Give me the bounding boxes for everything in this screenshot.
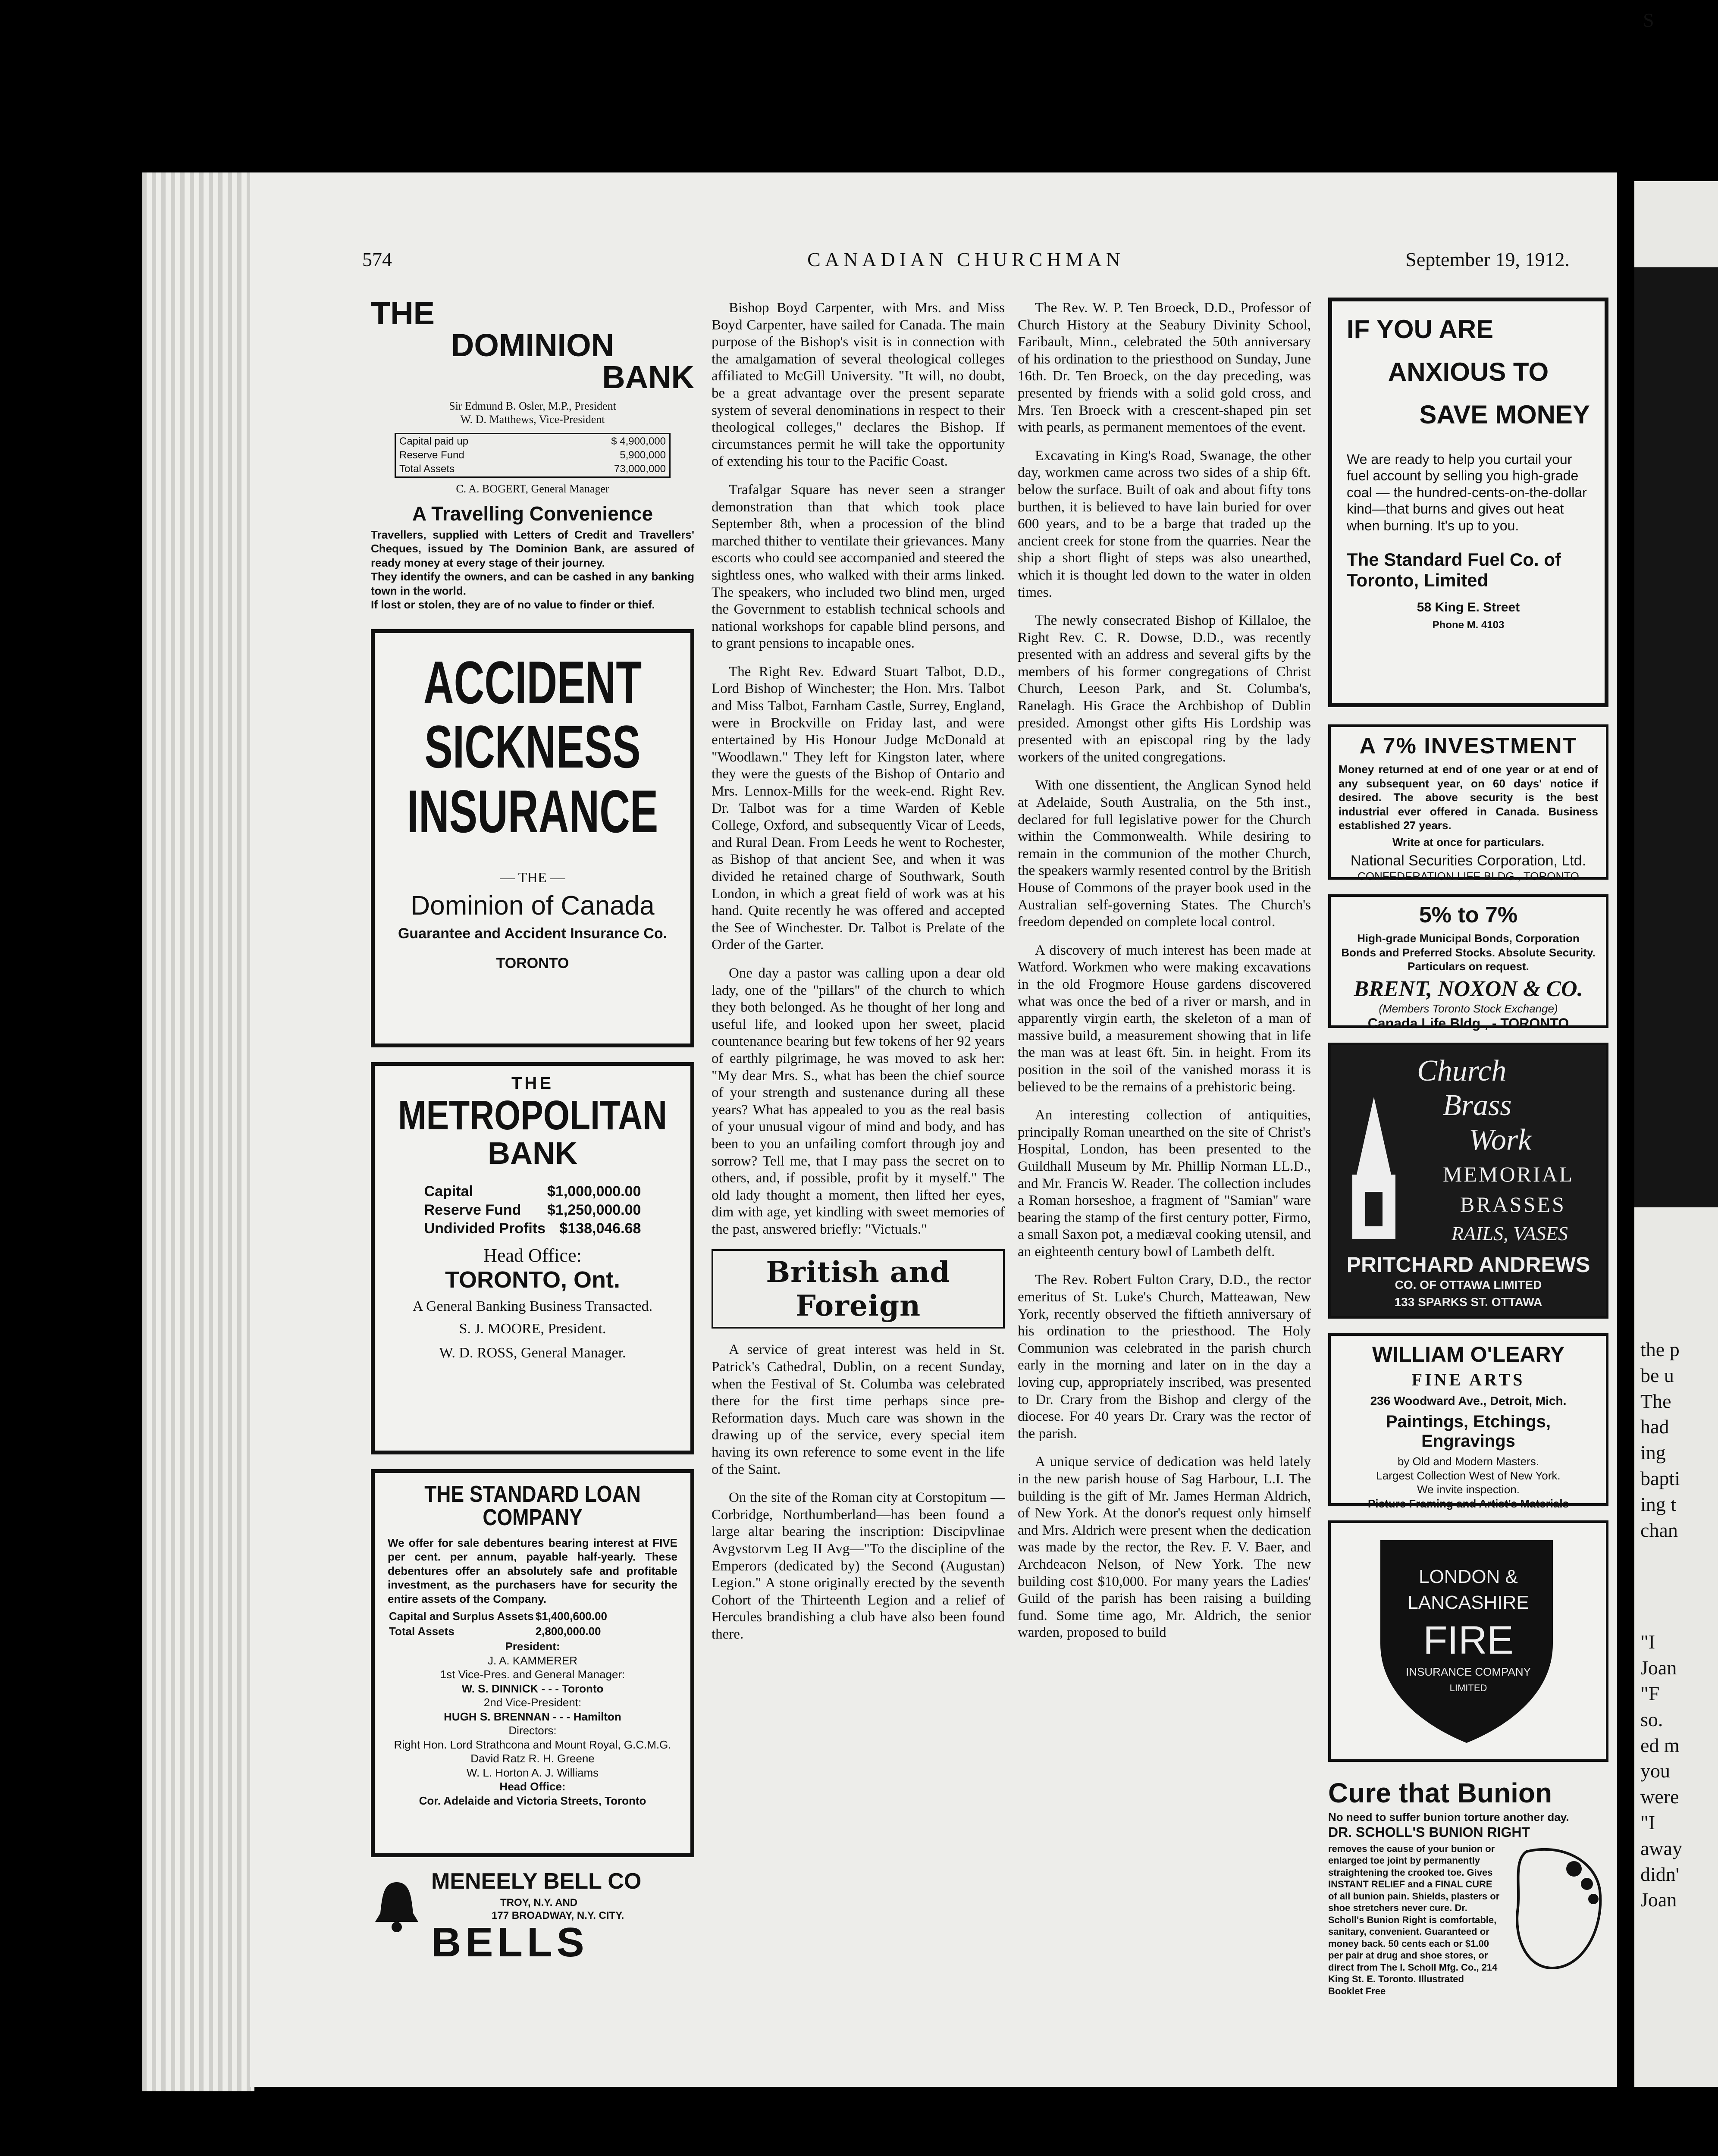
table-row: Reserve Fund $1,250,000.00 bbox=[424, 1201, 641, 1218]
church-spire-icon bbox=[1339, 1097, 1408, 1244]
facing-line: "F bbox=[1640, 1682, 1660, 1705]
facing-page-dark-ad bbox=[1634, 267, 1718, 1207]
bonds-rate: 5% to 7% bbox=[1419, 903, 1518, 928]
facing-page-text bbox=[1634, 1337, 1682, 1913]
bonds-ad bbox=[1328, 894, 1608, 1031]
fuel-line-2: ANXIOUS TO bbox=[1388, 357, 1549, 386]
brass-line-3: Work bbox=[1469, 1123, 1532, 1156]
facing-page-strip bbox=[1634, 9, 1718, 2087]
fire-insurance-ad bbox=[1328, 1520, 1608, 1762]
bunion-ad bbox=[1328, 1777, 1608, 1996]
fuel-phone: Phone M. 4103 bbox=[1432, 619, 1505, 631]
investment-address: CONFEDERATION LIFE BLDG., TORONTO bbox=[1357, 870, 1579, 883]
bunion-title: Cure that Bunion bbox=[1328, 1777, 1552, 1808]
oleary-by: by Old and Modern Masters. bbox=[1397, 1455, 1539, 1468]
facing-line: bapti bbox=[1640, 1467, 1680, 1489]
article-paragraph: One day a pastor was calling upon a dear old lady, one of the "pillars" of the church to which they both belonged. As he thought of her long and useful life, and looked upon her sweet, placid countenance bearing but few tokens of her 92 years of earthly pilgrimage, he was moved to ask her: "My dear Mrs. S., what has been the chief source of your strength and sustenance during all these years? What has appealed to you as the real basis of your unusual vigour of mind and body, and has been to you an unfailing comfort through joy and sorrow? Tell me, that I may pass the secret on to others, and, if possible, profit by it myself." The old lady thought a moment, then lifted her eyes, dim with age, yet kindling with sweet memories of the past, answered briefly: "Victuals." bbox=[712, 965, 1005, 1237]
article-paragraph: The Rev. W. P. Ten Broeck, D.D., Professor of Church History at the Seabury Divinity School, Faribault, Minn., celebrated the 50th anniversary of his ordination to the priesthood on Sunday, June 16th. Dr. Ten Broeck, on the day preceding, was presented by friends with a solid gold cross, and Mrs. Ten Broeck with a crescent-shaped pin set with pearls, as permanent mementoes of the event. bbox=[1018, 300, 1311, 436]
insurance-city: TORONTO bbox=[496, 955, 569, 971]
metropolitan-head-office-label: Head Office: bbox=[483, 1244, 582, 1266]
newspaper-page bbox=[250, 172, 1617, 2087]
standard-loan-office: Cor. Adelaide and Victoria Streets, Toronto bbox=[419, 1794, 646, 1807]
facing-line: chan bbox=[1640, 1519, 1678, 1541]
article-paragraph: The Rev. Robert Fulton Crary, D.D., the rector emeritus of St. Luke's Church, Matteawan, New York, recently observed the fiftieth anniversary of his ordination to the priesthood. The Holy Communion was celebrated in the parish church early in the morning and later on in the day a loving cup, appropriately inscribed, was presented to Dr. Crary from the Bishop and clergy of the diocese. For 40 years Dr. Crary was the rector of the parish. bbox=[1018, 1272, 1311, 1442]
oleary-subtitle: FINE ARTS bbox=[1411, 1370, 1525, 1389]
article-paragraph: The Right Rev. Edward Stuart Talbot, D.D., Lord Bishop of Winchester; the Hon. Mrs. Talbot and Miss Talbot, Farnham Castle, Surrey, England, were in Brockville on Friday last, and were entertained by His Honour Judge McDonald at "Woodlawn." They left for Kingston later, where they were the guests of the Bishop of Ontario and Mrs. Lennox-Mills for the week-end. Right Rev. Dr. Talbot was for a time Warden of Keble College, Oxford, and subsequently Vicar of Leeds, and Rural Dean. From Leeds he went to Rochester, as Bishop of that ancient See, and when it was divided he retained charge of Southwark, South London, in which a great field of work was at his hand. Quite recently he was offered and accepted the See of Winchester. Dr. Talbot is Prelate of the Order of the Garter. bbox=[712, 664, 1005, 953]
investment-title: A 7% INVESTMENT bbox=[1359, 733, 1577, 758]
facing-line: so. bbox=[1640, 1708, 1663, 1730]
meneely-name: MENEELY BELL CO bbox=[431, 1868, 642, 1894]
fuel-line-1: IF YOU ARE bbox=[1347, 315, 1494, 344]
facing-line: you bbox=[1640, 1760, 1670, 1782]
brass-company-2: CO. OF OTTAWA LIMITED bbox=[1395, 1278, 1542, 1291]
facing-line: ed m bbox=[1640, 1734, 1680, 1756]
fuel-line-3: SAVE MONEY bbox=[1419, 400, 1590, 429]
metropolitan-bank-word: BANK bbox=[488, 1136, 577, 1171]
brass-line-2: Brass bbox=[1443, 1089, 1512, 1122]
standard-loan-title: THE STANDARD LOAN COMPANY bbox=[424, 1481, 641, 1530]
facing-line: "I bbox=[1640, 1631, 1655, 1653]
investment-company: National Securities Corporation, Ltd. bbox=[1350, 852, 1586, 869]
brass-line-5: BRASSES bbox=[1460, 1192, 1566, 1216]
book-page-edges bbox=[142, 172, 254, 2091]
oleary-largest: Largest Collection West of New York. bbox=[1376, 1469, 1561, 1482]
table-row: Total Assets 73,000,000 bbox=[399, 463, 666, 475]
fire-line-2: LANCASHIRE bbox=[1408, 1592, 1529, 1613]
dominion-body: Travellers, supplied with Letters of Credit and Travellers' Cheques, issued by The Dominion Bank, are assured of ready money at every stage of their journey. bbox=[371, 528, 694, 569]
metropolitan-financials-table bbox=[423, 1182, 643, 1238]
dominion-manager: C. A. BOGERT, General Manager bbox=[456, 483, 609, 495]
standard-loan-president: J. A. KAMMERER bbox=[487, 1654, 578, 1667]
table-row: Capital $1,000,000.00 bbox=[424, 1183, 641, 1200]
table-row: Reserve Fund 5,900,000 bbox=[399, 449, 666, 461]
dominion-title-2: DOMINION bbox=[451, 327, 614, 363]
facing-line: away bbox=[1640, 1837, 1683, 1859]
article-paragraph: Excavating in King's Road, Swanage, the other day, workmen came across two sides of a ship 6ft. below the surface. Built of oak and about fifty tons burthen, it is believed to have lain buried for over 600 years, and to be a barge that traded up the ancient creek for stone from the quarries. Near the ship a short flight of steps was also unearthed, which it is thought led down to the water in olden times. bbox=[1018, 448, 1311, 600]
article-paragraph: An interesting collection of antiquities, principally Roman unearthed on the site of Christ's Hospital, London, has been presented to the Guildhall Museum by Mr. Phillip Norman LL.D., and Mr. Francis W. Reader. The collection includes a Roman horseshoe, a fragment of "Samian" ware bearing the stamp of the first century potter, Firmo, a small Saxon pot, a mediæval cooking utensil, and an eighteenth century bowl of Lambeth delft. bbox=[1018, 1107, 1311, 1260]
fire-line-5: LIMITED bbox=[1449, 1683, 1487, 1693]
article-paragraph: Trafalgar Square has never seen a stranger demonstration than that which took place September 8th, when a procession of the blind marched thither to ventilate their grievances. Many escorts who could see accompanied and steered the sightless ones, who walked with their arms linked. The speakers, who included two blind men, urged the Government to establish technical schools and national workshops for capable blind persons, and to grant pensions to incapable ones. bbox=[712, 482, 1005, 652]
metropolitan-manager: W. D. ROSS, General Manager. bbox=[439, 1344, 626, 1361]
meneely-address-2: 177 BROADWAY, N.Y. CITY. bbox=[492, 1909, 624, 1921]
facing-line: the p bbox=[1640, 1338, 1680, 1360]
dominion-title-3: BANK bbox=[602, 359, 694, 395]
insurance-line-3: INSURANCE bbox=[407, 777, 658, 846]
investment-body: Money returned at end of one year or at end of any subsequent year, on 60 days' notice if desired. The above security is the best industrial ever offered in Canada. Business established 27 years. bbox=[1339, 763, 1598, 832]
dominion-bank-ad bbox=[371, 295, 694, 612]
metropolitan-head-office: TORONTO, Ont. bbox=[445, 1266, 620, 1293]
right-ad-column bbox=[1328, 298, 1608, 1996]
insurance-company: Dominion of Canada bbox=[411, 890, 655, 921]
oleary-framing: Picture Framing and Artist's Materials bbox=[1367, 1497, 1569, 1510]
section-heading-box bbox=[712, 1249, 1005, 1329]
facing-line: The bbox=[1640, 1390, 1671, 1412]
facing-line: Joan bbox=[1640, 1657, 1677, 1679]
foot-icon bbox=[1509, 1843, 1608, 1972]
bunion-line-2: DR. SCHOLL'S BUNION RIGHT bbox=[1328, 1824, 1530, 1840]
dominion-headline: A Travelling Convenience bbox=[412, 502, 653, 525]
facing-line: ing t bbox=[1640, 1493, 1677, 1515]
table-row: Capital and Surplus Assets $1,400,600.00 bbox=[389, 1610, 607, 1623]
meneely-address-1: TROY, N.Y. AND bbox=[500, 1896, 578, 1908]
brass-line-4: MEMORIAL bbox=[1443, 1162, 1574, 1186]
section-title: British and Foreign bbox=[766, 1255, 950, 1323]
standard-loan-office-label: Head Office: bbox=[499, 1780, 566, 1793]
standard-loan-directors-label: Directors: bbox=[508, 1724, 557, 1737]
oleary-address: 236 Woodward Ave., Detroit, Mich. bbox=[1370, 1394, 1567, 1407]
metropolitan-the: THE bbox=[511, 1073, 554, 1093]
insurance-ad bbox=[371, 629, 694, 1047]
fuel-address: 58 King E. Street bbox=[1417, 600, 1520, 614]
article-column-2 bbox=[712, 300, 1005, 1655]
issue-date: September 19, 1912. bbox=[1405, 248, 1570, 270]
standard-loan-body: We offer for sale debentures bearing interest at FIVE per cent. per annum, payable half-yearly. These debentures offer an absolutely safe and profitable investment, as the purchasers have for security the entire assets of the Company. bbox=[388, 1536, 677, 1605]
dominion-body-3: If lost or stolen, they are of no value to finder or thief. bbox=[371, 598, 655, 611]
dominion-financials-table bbox=[395, 433, 671, 478]
bunion-line-1: No need to suffer bunion torture another day. bbox=[1328, 1811, 1569, 1824]
metropolitan-president: S. J. MOORE, President. bbox=[459, 1320, 606, 1337]
fire-line-3: FIRE bbox=[1423, 1618, 1514, 1662]
bonds-company: BRENT, NOXON & CO. bbox=[1354, 976, 1583, 1001]
brass-company: PRITCHARD ANDREWS bbox=[1346, 1253, 1590, 1277]
meneely-bells: BELLS bbox=[431, 1919, 589, 1965]
bonds-address: Canada Life Bldg., - TORONTO bbox=[1367, 1015, 1569, 1031]
standard-loan-vp1: W. S. DINNICK - - - Toronto bbox=[461, 1682, 604, 1695]
article-paragraph: The newly consecrated Bishop of Killaloe, the Right Rev. C. R. Dowse, D.D., was recently presented with an address and several gifts by the members of his former congregations of Christ Church, Leeson Park, and St. Columba's, Ranelagh. His Grace the Archbishop of Dublin presided. Amongst other gifts His Lordship was presented with an episcopal ring by the lady workers of the united congregations. bbox=[1018, 613, 1311, 765]
insurance-company-full: Guarantee and Accident Insurance Co. bbox=[398, 925, 668, 942]
table-row: Total Assets 2,800,000.00 bbox=[389, 1625, 601, 1638]
investment-ad bbox=[1328, 724, 1608, 883]
standard-loan-vp2: HUGH S. BRENNAN - - - Hamilton bbox=[444, 1710, 621, 1723]
bonds-member: (Members Toronto Stock Exchange) bbox=[1379, 1002, 1558, 1015]
standard-loan-vp1-label: 1st Vice-Pres. and General Manager: bbox=[440, 1668, 625, 1681]
metropolitan-business: A General Banking Business Transacted. bbox=[412, 1298, 653, 1314]
standard-fuel-ad bbox=[1328, 298, 1608, 707]
insurance-the: — THE — bbox=[500, 869, 565, 886]
publication-title: CANADIAN CHURCHMAN bbox=[807, 248, 1125, 270]
insurance-line-2: SICKNESS bbox=[424, 713, 641, 781]
church-brass-ad bbox=[1328, 1043, 1608, 1319]
standard-loan-directors-2: David Ratz R. H. Greene bbox=[470, 1752, 595, 1765]
standard-loan-vp2-label: 2nd Vice-President: bbox=[483, 1696, 582, 1709]
dominion-president: Sir Edmund B. Osler, M.P., President bbox=[449, 400, 616, 412]
fuel-body: We are ready to help you curtail your fuel account by selling you high-grade coal — the hundred-cents-on-the-dollar kind—that burns and gives out heat when burning. It's up to you. bbox=[1347, 451, 1587, 533]
article-paragraph: A discovery of much interest has been made at Watford. Workmen who were making excavations in the old Frogmore House gardens discovered what was once the bed of a river or marsh, and in apparently virgin earth, the skeleton of a man of massive build, a measurement showing that in life the man was at least 6ft. 5in. in height. From its position in the soil of the vanished morass it is believed to be the remains of a prehistoric being. bbox=[1018, 942, 1311, 1095]
facing-line: ing bbox=[1640, 1442, 1666, 1464]
fire-line-1: LONDON & bbox=[1419, 1566, 1518, 1587]
standard-loan-directors-3: W. L. Horton A. J. Williams bbox=[466, 1766, 599, 1779]
brass-address: 133 SPARKS ST. OTTAWA bbox=[1394, 1295, 1542, 1309]
brass-line-6: RAILS, VASES bbox=[1452, 1222, 1568, 1244]
insurance-line-1: ACCIDENT bbox=[423, 648, 642, 716]
article-paragraph: A unique service of dedication was held lately in the new parish house of Sag Harbour, L.I. The building is the gift of Mr. James Herman Aldrich, of New York. At the donor's request only himself and Mrs. Aldrich were present when the dedication was made by the rector, the Rev. F. V. Baer, and Archdeacon Nelson, of New York. The new building cost $10,000. For many years the Ladies' Guild of the parish has been raising a building fund. Some time ago, Mr. Aldrich, the senior warden, proposed to build bbox=[1018, 1454, 1311, 1641]
article-column-3 bbox=[1018, 300, 1311, 1653]
article-paragraph: With one dissentient, the Anglican Synod held at Adelaide, South Australia, on the 5th inst., declared for full legislative power for the Church within the Commonwealth. While desiring to remain in the communion of the mother Church, the speakers warmly resented control by the British House of Commons of the prayer book used in the Australian self-governing States. The Church's freedom depended on complete local control. bbox=[1018, 777, 1311, 930]
oleary-invite: We invite inspection. bbox=[1417, 1483, 1520, 1496]
article-paragraph: Bishop Boyd Carpenter, with Mrs. and Miss Boyd Carpenter, have sailed for Canada. The main purpose of the Bishop's visit is in connection with the amalgamation of several theological colleges affiliated to McGill University. "It will, no doubt, be a great advantage over the present separate system of several denominations in respect to their theological colleges," declares the Bishop. If circumstances permit he will take the opportunity of extending his tour to the Pacific Coast. bbox=[712, 300, 1005, 470]
facing-page-header-letter: S bbox=[1643, 9, 1654, 31]
standard-loan-directors: Right Hon. Lord Strathcona and Mount Royal, G.C.M.G. bbox=[394, 1738, 671, 1751]
article-paragraph: A service of great interest was held in St. Patrick's Cathedral, Dublin, on a recent Sunday, when the Festival of St. Columba was celebrated there for the first time perhaps since pre-Reformation days. Much care was shown in the drawing up of the service, every special item having its own reference to some event in the life of the Saint. bbox=[712, 1342, 1005, 1477]
facing-line: be u bbox=[1640, 1364, 1674, 1386]
page-header bbox=[362, 248, 1570, 287]
facing-line: had bbox=[1640, 1416, 1669, 1438]
bunion-body: removes the cause of your bunion or enlarged toe joint by permanently straightening the crooked toe. Gives INSTANT RELIEF and a FINAL CURE of all bunion pain. Shields, plasters or shoe stretchers never cure. Dr. Scholl's Bunion Right is comfortable, sanitary, convenient. Guaranteed or money back. 50 cents each or $1.00 per pair at drug and shoe stores, or direct from The I. Scholl Mfg. Co., 214 King St. E. Toronto. Illustrated Booklet Free bbox=[1328, 1843, 1500, 1996]
standard-loan-ad bbox=[371, 1469, 694, 1857]
brass-line-1: Church bbox=[1417, 1054, 1507, 1087]
oleary-ad bbox=[1328, 1333, 1608, 1510]
bonds-body: High-grade Municipal Bonds, Corporation Bonds and Preferred Stocks. Absolute Security. Particulars on request. bbox=[1341, 932, 1596, 973]
investment-cta: Write at once for particulars. bbox=[1392, 835, 1545, 849]
bell-icon bbox=[371, 1879, 423, 1935]
dominion-title-1: THE bbox=[371, 295, 435, 331]
fire-line-4: INSURANCE COMPANY bbox=[1406, 1665, 1531, 1678]
facing-line: didn' bbox=[1640, 1863, 1680, 1885]
table-row: Undivided Profits $138,046.68 bbox=[424, 1220, 641, 1237]
standard-loan-president-label: President: bbox=[505, 1640, 560, 1653]
dominion-vice-president: W. D. Matthews, Vice-President bbox=[460, 413, 605, 426]
facing-line: "I bbox=[1640, 1811, 1655, 1833]
page-number: 574 bbox=[362, 248, 392, 270]
article-paragraph: On the site of the Roman city at Corstopitum — Corbridge, Northumberland—has been found a large altar bearing the inscription: Discipvlinae Avgvstorvm Leg II Avg—"To the discipline of the Emperors (dedicated by) the Second (Augustan) Legion." A stone originally erected by the seventh Cohort of the Thirteenth Legion and a relief of Hercules brandishing a club have also been found there. bbox=[712, 1490, 1005, 1642]
metropolitan-name: METROPOLITAN bbox=[398, 1092, 667, 1138]
oleary-products: Paintings, Etchings, Engravings bbox=[1386, 1412, 1551, 1451]
left-ad-column bbox=[371, 295, 694, 1969]
table-row: Capital paid up $ 4,900,000 bbox=[399, 436, 666, 448]
metropolitan-bank-ad bbox=[371, 1062, 694, 1454]
facing-line: Joan bbox=[1640, 1889, 1677, 1911]
meneely-bell-ad bbox=[371, 1870, 694, 1969]
standard-loan-figures bbox=[388, 1608, 608, 1639]
fuel-company: The Standard Fuel Co. of Toronto, Limited bbox=[1347, 549, 1561, 590]
facing-line: were bbox=[1640, 1786, 1679, 1808]
dominion-body-2: They identify the owners, and can be cashed in any banking town in the world. bbox=[371, 570, 694, 597]
oleary-name: WILLIAM O'LEARY bbox=[1372, 1342, 1565, 1366]
